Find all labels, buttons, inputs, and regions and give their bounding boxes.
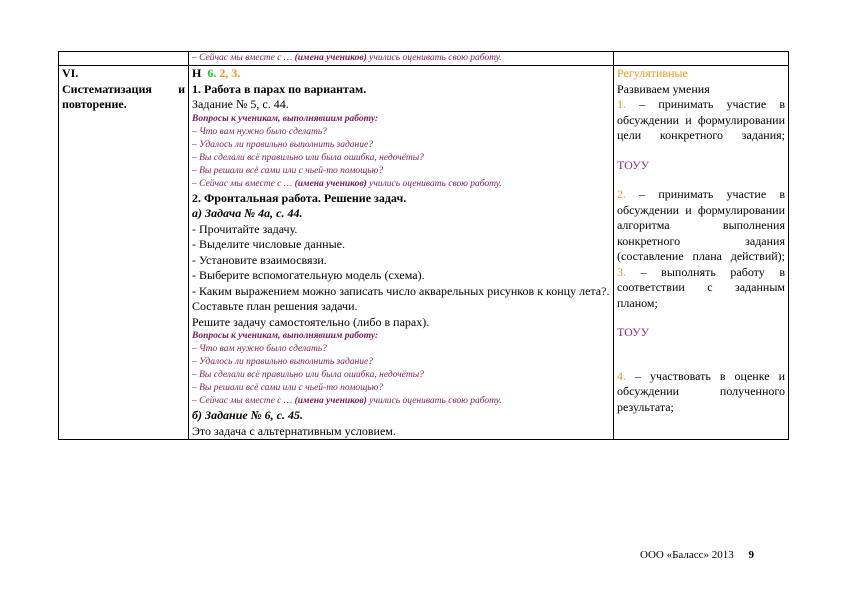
uud-subtitle: Развиваем умения [617, 81, 710, 96]
uud-toyu-1: ТОУУ [617, 157, 650, 172]
reflection-q2: – Удалось ли правильно выполнить задание? [192, 357, 373, 367]
uud-title: Регулятивные [617, 66, 688, 80]
uud-item-4: 4. – участвовать в оценке и обсуждении полученного результата; [617, 368, 785, 414]
task2-sub-a: а) Задача № 4а, с. 44. [192, 206, 303, 220]
stage-number: VI. [62, 66, 79, 80]
lesson-table [58, 51, 789, 440]
uud-item-3: 3. – выполнять работу в соответствии с заданным планом; [617, 264, 785, 310]
uud-cell [614, 66, 789, 440]
level-markers [192, 66, 610, 82]
reflection-q2: – Удалось ли правильно выполнить задание? [192, 139, 373, 150]
task1-assignment: Задание № 5, с. 44. [192, 97, 289, 111]
step-3: - Установите взаимосвязи. [192, 252, 327, 267]
uud-item-2: 2. – принимать участие в обсуждении и формулировании алгоритма выполнения конкретного задания (составление плана действий); [617, 187, 785, 263]
uud-cell-top [614, 52, 789, 66]
level-6: 6. [207, 66, 217, 80]
reflection-q5: – Сейчас мы вместе с … (имена учеников) учились оценивать свою работу. [192, 396, 502, 406]
step-2: - Выделите числовые данные. [192, 237, 345, 251]
step-4: - Выберите вспомогательную модель (схема). [192, 268, 425, 282]
reflection-q4: – Вы решали всё сами или с чьей-то помощью? [192, 165, 384, 176]
task1-title: 1. Работа в парах по вариантам. [192, 81, 367, 96]
level-h: Н [192, 66, 202, 80]
table-row [59, 52, 789, 66]
reflection-q3: – Вы сделали всё правильно или была ошибка, недочёты? [192, 152, 424, 163]
reflection-heading: Вопросы к ученикам, выполнявшим работу: [192, 331, 379, 341]
reflection-q1: – Что вам нужно было сделать? [192, 344, 327, 354]
reflection-q4: – Вы решали всё сами или с чьей-то помощью? [192, 383, 384, 393]
task2-title: 2. Фронтальная работа. Решение задач. [192, 190, 407, 205]
page-number: 9 [748, 549, 755, 561]
uud-toyu-2: ТОУУ [617, 325, 650, 339]
reflection-q1: – Что вам нужно было сделать? [192, 126, 327, 137]
footer-company: ООО «Баласс» 2013 [640, 549, 734, 561]
task2-solve: Решите задачу самостоятельно (либо в парах). [192, 314, 430, 329]
uud-item-1: 1. – принимать участие в обсуждении и формулировании цели конкретного задания; [617, 97, 785, 142]
reflection-q3: – Вы сделали всё правильно или была ошибка, недочёты? [192, 370, 424, 380]
page-footer [640, 549, 754, 561]
stage-cell [59, 66, 189, 440]
task2-sub-b: б) Задание № 6, с. 45. [192, 408, 304, 422]
step-5: - Каким выражением можно записать число акварельных рисунков к концу лета?. [192, 283, 610, 298]
activity-cell [189, 66, 614, 440]
activity-cell-top [189, 52, 614, 66]
stage-name: Систематизация и повторение. [62, 81, 185, 111]
level-2-3: 2, 3. [219, 66, 241, 80]
task2-plan: Составьте план решения задачи. [192, 299, 358, 313]
step-1: - Прочитайте задачу. [192, 221, 298, 236]
stage-cell-top [59, 52, 189, 66]
task2-alt: Это задача с альтернативным условием. [192, 423, 396, 438]
closing-question: – Сейчас мы вместе с … (имена учеников) учились оценивать свою работу. [192, 53, 502, 63]
table-row [59, 66, 789, 440]
reflection-heading: Вопросы к ученикам, выполнявшим работу: [192, 113, 379, 124]
reflection-q5: – Сейчас мы вместе с … (имена учеников) учились оценивать свою работу. [192, 178, 502, 189]
